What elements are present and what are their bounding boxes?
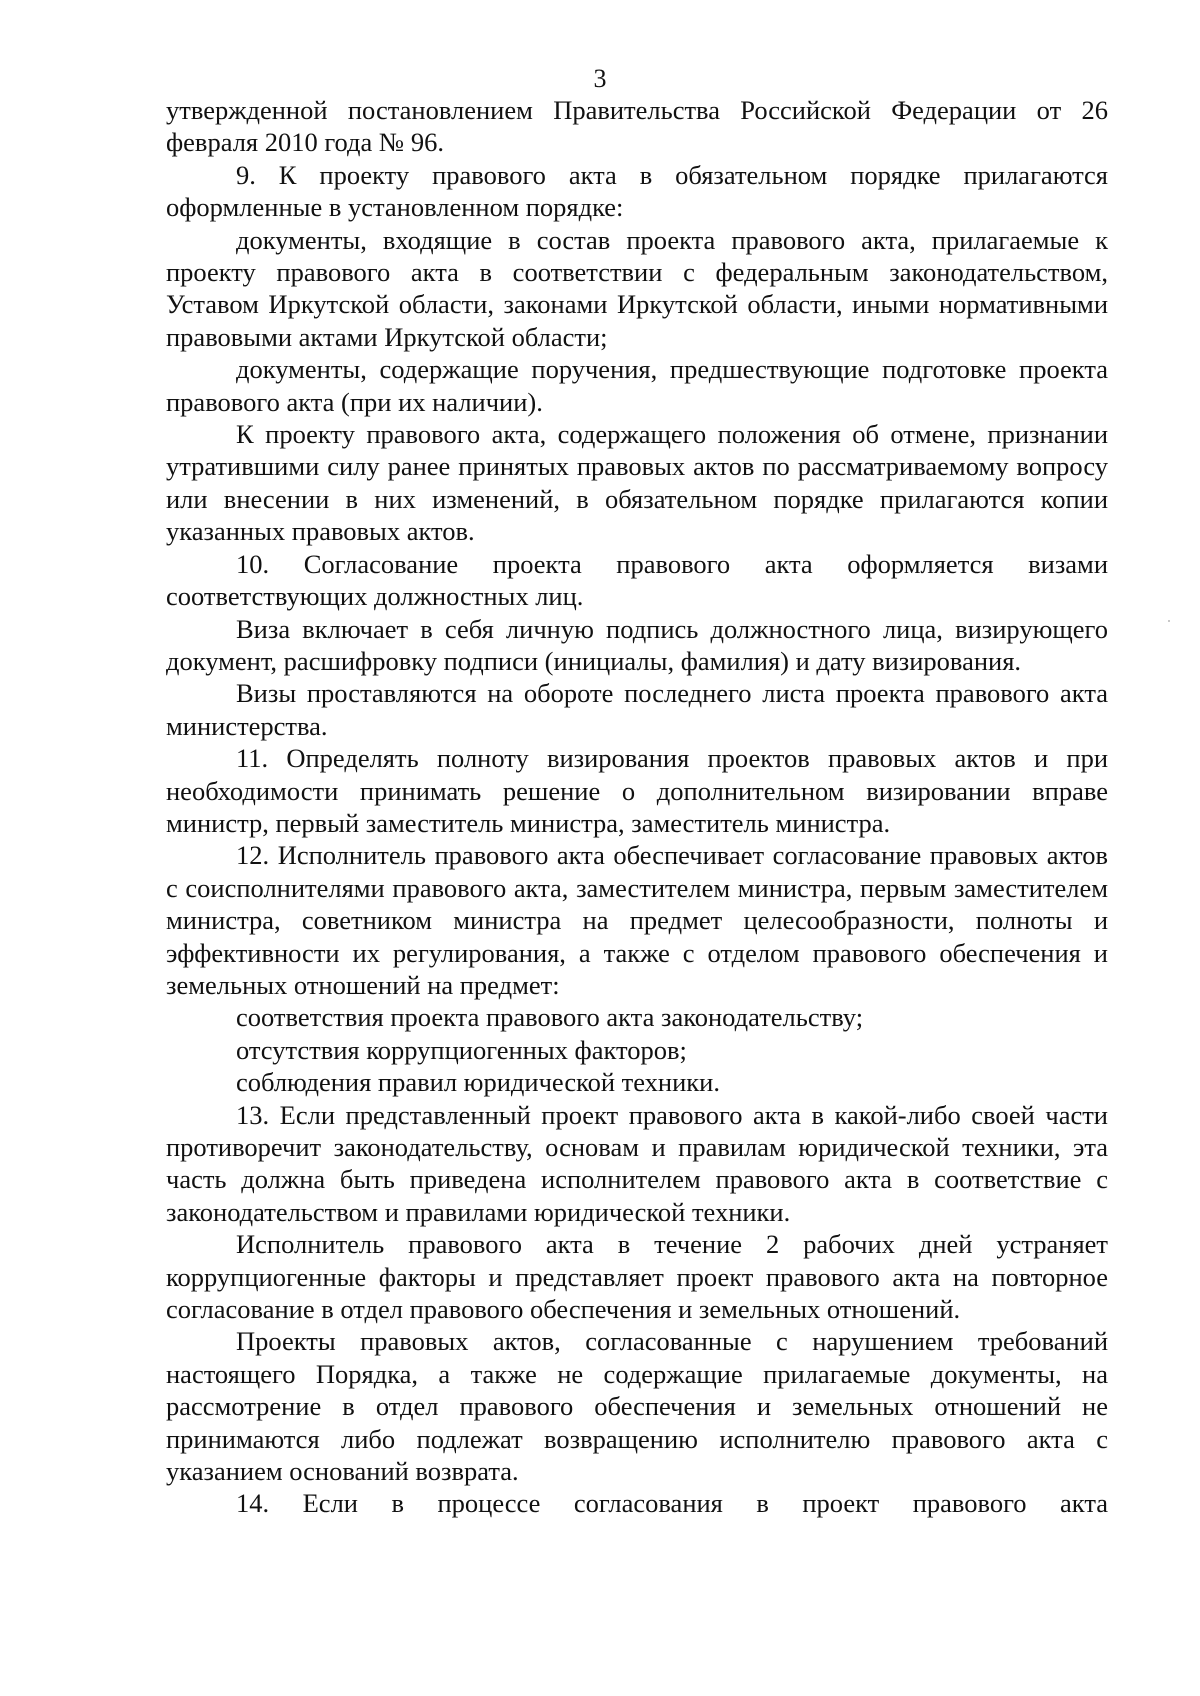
paragraph-item-9-documents: документы, входящие в состав проекта правового акта, прилагаемые к проекту правового акта в соответствии с федеральным законодательством, Уставом Иркутской области, законами Иркутской области, иными нормативными правовыми актами Иркутской области; (166, 224, 1108, 352)
paragraph-item-12: 12. Исполнитель правового акта обеспечивает согласование правовых актов с соисполнителями правового акта, заместителем министра, первым заместителем министра, советником министра на предмет целесообразности, полноты и эффективности их регулирования, а также с отделом правового обеспечения и земельных отношений на предмет: (166, 840, 1108, 1000)
paragraph-item-10-placement: Визы проставляются на обороте последнего листа проекта правового акта министерства. (166, 678, 1108, 741)
paragraph-item-12-technique: соблюдения правил юридической техники. (236, 1067, 720, 1098)
scan-artifact (1168, 620, 1170, 622)
paragraph-item-12-corruption: отсутствия коррупциогенных факторов; (236, 1034, 687, 1065)
paragraph-item-12-compliance: соответствия проекта правового акта законодательству; (236, 1002, 864, 1033)
paragraph-item-9-copies: К проекту правового акта, содержащего положения об отмене, признании утратившими силу ранее принятых правовых актов по рассматриваемому вопросу или внесении в них изменений, в обязательном порядке прилагаются копии указанных правовых актов. (166, 419, 1108, 547)
document-body (166, 94, 1108, 1520)
paragraph-item-10: 10. Согласование проекта правового акта оформляется визами соответствующих должностных лиц. (166, 548, 1108, 612)
paragraph-item-14: 14. Если в процессе согласования в проект правового акта (236, 1488, 1108, 1519)
paragraph-item-9-instructions: документы, содержащие поручения, предшествующие подготовке проекта правового акта (при их наличии). (166, 354, 1108, 417)
paragraph-item-13-resubmission: Исполнитель правового акта в течение 2 рабочих дней устраняет коррупциогенные факторы и представляет проект правового акта на повторное согласование в отдел правового обеспечения и земельных отношений. (166, 1229, 1108, 1325)
paragraph-item-11: 11. Определять полноту визирования проектов правовых актов и при необходимости принимать решение о дополнительном визировании вправе министр, первый заместитель министра, заместитель министра. (166, 743, 1108, 838)
paragraph-item-10-visa: Виза включает в себя личную подпись должностного лица, визирующего документ, расшифровку подписи (инициалы, фамилия) и дату визирования. (166, 613, 1108, 676)
page-number: 3 (593, 64, 607, 93)
paragraph-item-13-rejection: Проекты правовых актов, согласованные с нарушением требований настоящего Порядка, а также не содержащие прилагаемые документы, на рассмотрение в отдел правового обеспечения и земельных отношений не принимаются либо подлежат возвращению исполнителю правового акта с указанием оснований возврата. (166, 1326, 1108, 1487)
paragraph-continuation: утвержденной постановлением Правительства Российской Федерации от 26 февраля 2010 года № 96. (166, 95, 1108, 158)
paragraph-item-9: 9. К проекту правового акта в обязательном порядке прилагаются оформленные в установленном порядке: (166, 159, 1108, 223)
paragraph-item-13: 13. Если представленный проект правового акта в какой-либо своей части противоречит законодательству, основам и правилам юридической техники, эта часть должна быть приведена исполнителем правового акта в соответствие с законодательством и правилами юридической техники. (166, 1099, 1108, 1227)
